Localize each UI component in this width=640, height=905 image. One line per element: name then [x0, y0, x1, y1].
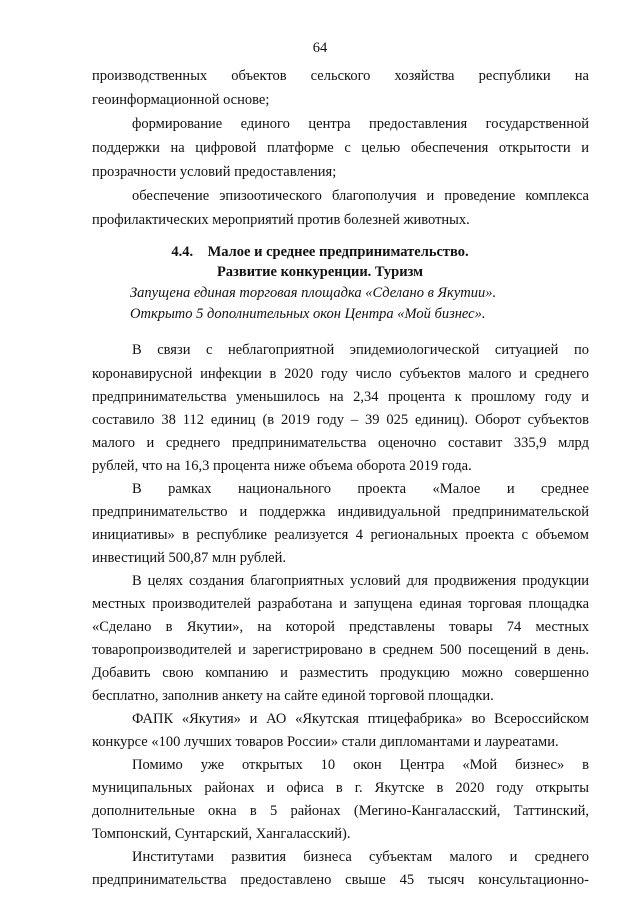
paragraph-line: В связи с неблагоприятной эпидемиологической ситуацией по	[132, 342, 589, 358]
paragraph-line: предпринимательства уменьшилось на 2,34 процента к прошлому году и	[92, 389, 589, 405]
paragraph-line: предпринимательства предоставлено свыше 45 тысяч консультационно-	[92, 872, 589, 888]
highlight-line: Открыто 5 дополнительных окон Центра «Мой бизнес».	[130, 306, 486, 322]
paragraph-line: малого и среднего предпринимательства оценочно составит 335,9 млрд	[92, 435, 589, 451]
paragraph-line: производственных объектов сельского хозяйства республики на	[92, 68, 589, 84]
page-number: 64	[312, 40, 328, 56]
paragraph-line: «Сделано в Якутии», на которой представлены товары 74 местных	[92, 619, 589, 635]
paragraph-line: рублей, что на 16,3 процента ниже объема оборота 2019 года.	[92, 458, 472, 474]
paragraph-line: составило 38 112 единиц (в 2019 году – 39 025 единиц). Оборот субъектов	[92, 412, 589, 428]
paragraph-line: поддержки на цифровой платформе с целью обеспечения открытости и	[92, 140, 589, 156]
paragraph-line: инициативы» в республике реализуется 4 региональных проекта с объемом	[92, 527, 589, 543]
paragraph-line: Добавить свою компанию и разместить продукцию можно совершенно	[92, 665, 589, 681]
paragraph-line: геоинформационной основе;	[92, 92, 270, 108]
paragraph-line: местных производителей разработана и запущена единая торговая площадка	[92, 596, 589, 612]
paragraph-line: товаропроизводителей и зарегистрировано в среднем 500 посещений в день.	[92, 642, 589, 658]
paragraph-line: профилактических мероприятий против болезней животных.	[92, 212, 470, 228]
paragraph-line: формирование единого центра предоставления государственной	[132, 116, 589, 132]
section-heading: Развитие конкуренции. Туризм	[216, 264, 424, 280]
paragraph-line: муниципальных районах и офиса в г. Якутске в 2020 году открыты	[92, 780, 589, 796]
paragraph-line: дополнительные окна в 5 районах (Мегино-Кангаласский, Таттинский,	[92, 803, 589, 819]
highlight-line: Запущена единая торговая площадка «Сделано в Якутии».	[130, 285, 497, 301]
paragraph-line: Томпонский, Сунтарский, Хангаласский).	[92, 826, 351, 842]
paragraph-line: конкурсе «100 лучших товаров России» стали дипломантами и лауреатами.	[92, 734, 559, 750]
paragraph-line: коронавирусной инфекции в 2020 году число субъектов малого и среднего	[92, 366, 589, 382]
section-heading: 4.4. Малое и среднее предпринимательство.	[171, 244, 469, 260]
paragraph-line: В целях создания благоприятных условий для продвижения продукции	[132, 573, 589, 589]
paragraph-line: Помимо уже открытых 10 окон Центра «Мой бизнес» в	[132, 757, 589, 773]
paragraph-line: Институтами развития бизнеса субъектам малого и среднего	[132, 849, 589, 865]
paragraph-line: бесплатно, заполнив анкету на сайте единой торговой площадки.	[92, 688, 494, 704]
paragraph-line: прозрачности условий предоставления;	[92, 164, 337, 180]
paragraph-line: В рамках национального проекта «Малое и среднее	[132, 481, 589, 497]
paragraph-line: обеспечение эпизоотического благополучия и проведение комплекса	[132, 188, 589, 204]
paragraph-line: инвестиций 500,87 млн рублей.	[92, 550, 287, 566]
paragraph-line: предпринимательство и поддержка индивидуальной предпринимательской	[92, 504, 589, 520]
paragraph-line: ФАПК «Якутия» и АО «Якутская птицефабрика» во Всероссийском	[132, 711, 589, 727]
